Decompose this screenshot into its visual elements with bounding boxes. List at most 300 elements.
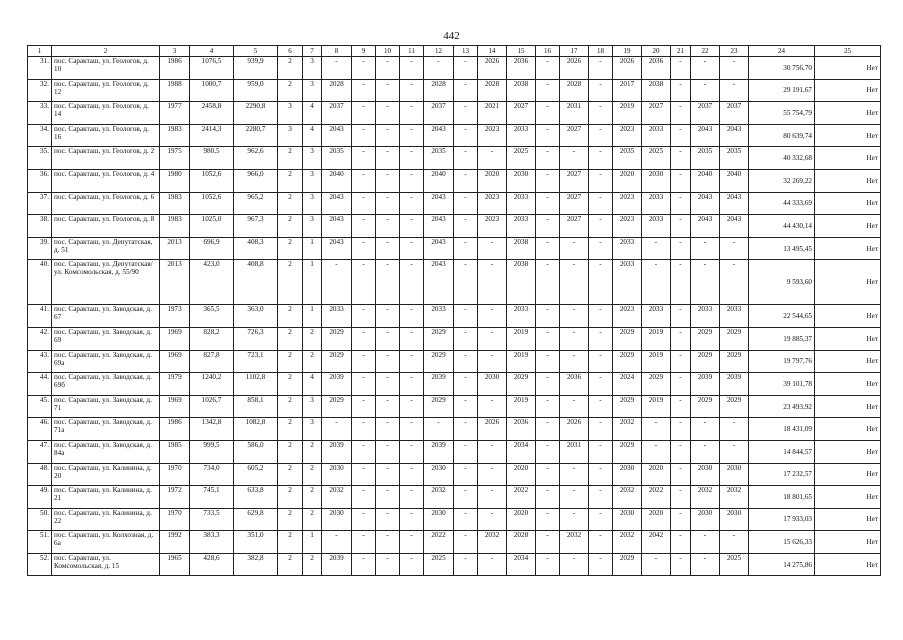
value-cell: 2 [278, 486, 303, 509]
value-cell: - [536, 486, 560, 509]
value-cell: - [536, 327, 560, 350]
value-cell: 1983 [160, 192, 190, 215]
column-header-11: 11 [400, 46, 424, 57]
value-cell: 1977 [160, 102, 190, 125]
value-cell: - [691, 440, 720, 463]
value-cell: 2030 [691, 463, 720, 486]
value-cell: - [536, 147, 560, 170]
column-header-10: 10 [376, 46, 400, 57]
value-cell: - [376, 373, 400, 396]
row-number: 40. [28, 260, 52, 305]
value-cell: 1983 [160, 215, 190, 238]
value-cell: - [352, 418, 376, 441]
value-cell: 2034 [507, 553, 536, 576]
row-number: 51. [28, 531, 52, 554]
value-cell: 2036 [507, 57, 536, 80]
value-cell: - [720, 440, 749, 463]
value-cell: 2026 [560, 57, 589, 80]
value-cell: 2039 [322, 373, 352, 396]
column-header-16: 16 [536, 46, 560, 57]
row-number: 44. [28, 373, 52, 396]
value-cell: 2028 [322, 79, 352, 102]
value-cell: 2029 [613, 440, 642, 463]
value-cell: 2043 [322, 237, 352, 260]
value-cell: 696,9 [190, 237, 234, 260]
value-cell: 2027 [560, 215, 589, 238]
value-cell: - [478, 260, 507, 305]
value-cell: 2030 [720, 508, 749, 531]
value-cell: 4 [303, 373, 322, 396]
row-number: 50. [28, 508, 52, 531]
value-cell: - [400, 102, 424, 125]
value-cell: 1 [303, 237, 322, 260]
value-cell: - [352, 531, 376, 554]
value-cell: 1082,8 [234, 418, 278, 441]
value-cell: 939,9 [234, 57, 278, 80]
value-cell: - [376, 124, 400, 147]
cost-cell: 29 191,67 [749, 79, 815, 102]
value-cell: - [400, 508, 424, 531]
value-cell: - [352, 124, 376, 147]
value-cell: - [376, 215, 400, 238]
value-cell: - [352, 147, 376, 170]
value-cell: 966,0 [234, 169, 278, 192]
table-row [28, 553, 881, 576]
value-cell: - [478, 395, 507, 418]
value-cell: 2029 [424, 395, 454, 418]
value-cell: 365,5 [190, 305, 234, 328]
cost-cell: 18 801,65 [749, 486, 815, 509]
row-number: 43. [28, 350, 52, 373]
value-cell: - [536, 350, 560, 373]
value-cell: - [400, 57, 424, 80]
column-header-5: 5 [234, 46, 278, 57]
table-row [28, 260, 881, 305]
value-cell: 2 [278, 237, 303, 260]
status-cell: Нет [815, 305, 881, 328]
value-cell: 959,0 [234, 79, 278, 102]
cost-cell: 17 933,03 [749, 508, 815, 531]
value-cell: 2032 [691, 486, 720, 509]
value-cell: 2020 [642, 508, 671, 531]
row-number: 37. [28, 192, 52, 215]
address-cell: пос. Саракташ, ул. Геологов, д. 16 [52, 124, 160, 147]
value-cell: - [352, 305, 376, 328]
value-cell: 2019 [507, 327, 536, 350]
value-cell: - [560, 260, 589, 305]
value-cell: - [352, 192, 376, 215]
address-cell: пос. Саракташ, ул. Геологов, д. 14 [52, 102, 160, 125]
value-cell: - [589, 147, 613, 170]
value-cell: 2025 [424, 553, 454, 576]
value-cell: - [376, 418, 400, 441]
value-cell: 2026 [560, 418, 589, 441]
value-cell: - [589, 327, 613, 350]
value-cell: - [691, 418, 720, 441]
value-cell: 2027 [507, 102, 536, 125]
value-cell: 2035 [613, 147, 642, 170]
value-cell: 3 [303, 147, 322, 170]
value-cell: - [671, 102, 691, 125]
value-cell: 1986 [160, 57, 190, 80]
status-cell: Нет [815, 418, 881, 441]
value-cell: 2020 [478, 169, 507, 192]
value-cell: 2039 [720, 373, 749, 396]
value-cell: 2029 [424, 327, 454, 350]
table-row [28, 237, 881, 260]
table-row [28, 395, 881, 418]
value-cell: 383,3 [190, 531, 234, 554]
value-cell: 3 [303, 395, 322, 418]
value-cell: 1052,6 [190, 169, 234, 192]
column-header-25: 25 [815, 46, 881, 57]
value-cell: - [454, 395, 478, 418]
value-cell: 4 [303, 124, 322, 147]
value-cell: 2023 [613, 192, 642, 215]
value-cell: 733,5 [190, 508, 234, 531]
value-cell: - [376, 486, 400, 509]
row-number: 34. [28, 124, 52, 147]
value-cell: - [671, 169, 691, 192]
header-row [28, 46, 881, 57]
cost-cell: 18 431,09 [749, 418, 815, 441]
value-cell: - [478, 350, 507, 373]
status-cell: Нет [815, 79, 881, 102]
value-cell: 2023 [613, 215, 642, 238]
value-cell: 2037 [322, 102, 352, 125]
value-cell: - [720, 531, 749, 554]
value-cell: 1970 [160, 508, 190, 531]
column-header-8: 8 [322, 46, 352, 57]
value-cell: - [322, 418, 352, 441]
value-cell: - [400, 169, 424, 192]
value-cell: - [400, 305, 424, 328]
value-cell: 2036 [507, 418, 536, 441]
column-header-14: 14 [478, 46, 507, 57]
housing-table [27, 45, 881, 576]
value-cell: 2027 [560, 169, 589, 192]
value-cell: - [352, 215, 376, 238]
value-cell: 2032 [478, 531, 507, 554]
value-cell: - [691, 79, 720, 102]
address-cell: пос. Саракташ, ул. Геологов, д. 8 [52, 215, 160, 238]
status-cell: Нет [815, 531, 881, 554]
table-row [28, 215, 881, 238]
value-cell: - [376, 260, 400, 305]
cost-cell: 9 593,60 [749, 260, 815, 305]
value-cell: - [352, 79, 376, 102]
cost-cell: 44 333,69 [749, 192, 815, 215]
cost-cell: 22 544,65 [749, 305, 815, 328]
column-header-19: 19 [613, 46, 642, 57]
value-cell: - [376, 147, 400, 170]
column-header-23: 23 [720, 46, 749, 57]
value-cell: 1 [303, 260, 322, 305]
table-row [28, 79, 881, 102]
value-cell: - [478, 508, 507, 531]
cost-cell: 13 495,45 [749, 237, 815, 260]
cost-cell: 30 756,70 [749, 57, 815, 80]
value-cell: - [352, 508, 376, 531]
value-cell: 2029 [613, 395, 642, 418]
value-cell: 2029 [424, 350, 454, 373]
value-cell: - [560, 395, 589, 418]
value-cell: - [352, 463, 376, 486]
status-cell: Нет [815, 373, 881, 396]
value-cell: - [400, 395, 424, 418]
value-cell: 2029 [642, 373, 671, 396]
value-cell: - [642, 260, 671, 305]
value-cell: - [376, 79, 400, 102]
value-cell: 2039 [424, 373, 454, 396]
value-cell: - [478, 305, 507, 328]
value-cell: 2027 [560, 192, 589, 215]
value-cell: 2 [278, 169, 303, 192]
column-header-21: 21 [671, 46, 691, 57]
value-cell: - [560, 350, 589, 373]
value-cell: - [400, 147, 424, 170]
row-number: 45. [28, 395, 52, 418]
value-cell: - [536, 57, 560, 80]
cost-cell: 80 639,74 [749, 124, 815, 147]
value-cell: - [720, 260, 749, 305]
value-cell: - [454, 215, 478, 238]
value-cell: - [536, 305, 560, 328]
value-cell: - [536, 373, 560, 396]
value-cell: 1000,7 [190, 79, 234, 102]
value-cell: 2033 [642, 124, 671, 147]
value-cell: 2029 [691, 395, 720, 418]
value-cell: - [376, 305, 400, 328]
value-cell: 2033 [507, 215, 536, 238]
value-cell: 2040 [424, 169, 454, 192]
value-cell: 2038 [507, 260, 536, 305]
value-cell: 1342,8 [190, 418, 234, 441]
value-cell: - [671, 508, 691, 531]
value-cell: - [400, 418, 424, 441]
value-cell: - [671, 350, 691, 373]
value-cell: 2035 [322, 147, 352, 170]
value-cell: 2043 [720, 124, 749, 147]
value-cell: - [671, 373, 691, 396]
cost-cell: 55 754,79 [749, 102, 815, 125]
value-cell: - [424, 57, 454, 80]
value-cell: 2029 [720, 327, 749, 350]
value-cell: 2 [278, 192, 303, 215]
value-cell: - [400, 373, 424, 396]
value-cell: 2029 [613, 350, 642, 373]
row-number: 32. [28, 79, 52, 102]
value-cell: - [454, 553, 478, 576]
value-cell: 2033 [507, 192, 536, 215]
value-cell: 2 [303, 327, 322, 350]
address-cell: пос. Саракташ, ул. Геологов, д. 6 [52, 192, 160, 215]
value-cell: 586,0 [234, 440, 278, 463]
value-cell: - [454, 327, 478, 350]
column-header-22: 22 [691, 46, 720, 57]
value-cell: - [720, 57, 749, 80]
value-cell: - [454, 508, 478, 531]
page-number: 442 [443, 30, 460, 42]
table-row [28, 192, 881, 215]
value-cell: - [400, 237, 424, 260]
value-cell: - [400, 531, 424, 554]
value-cell: 2023 [478, 124, 507, 147]
value-cell: - [322, 57, 352, 80]
value-cell: 2414,3 [190, 124, 234, 147]
value-cell: - [478, 486, 507, 509]
status-cell: Нет [815, 169, 881, 192]
value-cell: 2 [278, 79, 303, 102]
value-cell: - [454, 350, 478, 373]
value-cell: 2038 [507, 237, 536, 260]
address-cell: пос. Саракташ, ул. Заводская, д. 69б [52, 373, 160, 396]
table-row [28, 508, 881, 531]
address-cell: пос. Саракташ, ул. Геологов, д. 4 [52, 169, 160, 192]
column-header-6: 6 [278, 46, 303, 57]
value-cell: - [642, 237, 671, 260]
column-header-24: 24 [749, 46, 815, 57]
value-cell: - [589, 553, 613, 576]
value-cell: 2040 [322, 169, 352, 192]
value-cell: - [454, 418, 478, 441]
value-cell: 2033 [642, 305, 671, 328]
value-cell: 2 [303, 486, 322, 509]
value-cell: 723,1 [234, 350, 278, 373]
value-cell: 382,8 [234, 553, 278, 576]
value-cell: - [352, 350, 376, 373]
value-cell: 2037 [691, 102, 720, 125]
table-row [28, 373, 881, 396]
value-cell: 423,0 [190, 260, 234, 305]
value-cell: 2032 [720, 486, 749, 509]
value-cell: 2033 [720, 305, 749, 328]
value-cell: - [671, 463, 691, 486]
value-cell: 2030 [720, 463, 749, 486]
value-cell: 2033 [322, 305, 352, 328]
value-cell: - [671, 440, 691, 463]
value-cell: 2028 [507, 531, 536, 554]
value-cell: - [589, 305, 613, 328]
value-cell: 2034 [507, 440, 536, 463]
value-cell: 2030 [424, 463, 454, 486]
value-cell: - [560, 553, 589, 576]
value-cell: 2 [278, 463, 303, 486]
value-cell: - [671, 486, 691, 509]
value-cell: 2025 [507, 147, 536, 170]
value-cell: 629,8 [234, 508, 278, 531]
value-cell: 2032 [613, 486, 642, 509]
value-cell: 3 [303, 418, 322, 441]
status-cell: Нет [815, 237, 881, 260]
value-cell: - [589, 169, 613, 192]
value-cell: 999,5 [190, 440, 234, 463]
value-cell: 2019 [507, 350, 536, 373]
value-cell: - [691, 531, 720, 554]
value-cell: 2023 [478, 192, 507, 215]
value-cell: - [671, 327, 691, 350]
value-cell: - [454, 486, 478, 509]
value-cell: 2040 [720, 169, 749, 192]
value-cell: 2043 [720, 192, 749, 215]
value-cell: - [536, 237, 560, 260]
column-header-13: 13 [454, 46, 478, 57]
value-cell: - [400, 327, 424, 350]
status-cell: Нет [815, 486, 881, 509]
value-cell: 4 [303, 102, 322, 125]
table-row [28, 327, 881, 350]
column-header-20: 20 [642, 46, 671, 57]
value-cell: 2030 [507, 169, 536, 192]
column-header-4: 4 [190, 46, 234, 57]
value-cell: 2028 [478, 79, 507, 102]
status-cell: Нет [815, 395, 881, 418]
cost-cell: 14 844,57 [749, 440, 815, 463]
value-cell: 2036 [560, 373, 589, 396]
value-cell: - [560, 237, 589, 260]
value-cell: 2028 [424, 79, 454, 102]
value-cell: - [376, 169, 400, 192]
value-cell: - [322, 531, 352, 554]
value-cell: - [671, 192, 691, 215]
table-row [28, 486, 881, 509]
value-cell: 2280,7 [234, 124, 278, 147]
value-cell: 2035 [424, 147, 454, 170]
value-cell: - [536, 260, 560, 305]
value-cell: - [376, 395, 400, 418]
value-cell: 2032 [613, 418, 642, 441]
value-cell: 2030 [424, 508, 454, 531]
value-cell: - [691, 553, 720, 576]
value-cell: 2043 [424, 260, 454, 305]
value-cell: - [454, 305, 478, 328]
value-cell: 967,3 [234, 215, 278, 238]
value-cell: 2038 [507, 79, 536, 102]
value-cell: - [400, 463, 424, 486]
value-cell: 351,0 [234, 531, 278, 554]
column-header-7: 7 [303, 46, 322, 57]
value-cell: 2458,8 [190, 102, 234, 125]
status-cell: Нет [815, 124, 881, 147]
value-cell: - [691, 237, 720, 260]
table-row [28, 57, 881, 80]
value-cell: - [376, 350, 400, 373]
status-cell: Нет [815, 327, 881, 350]
value-cell: - [560, 305, 589, 328]
value-cell: 828,2 [190, 327, 234, 350]
value-cell: 2030 [613, 463, 642, 486]
status-cell: Нет [815, 350, 881, 373]
value-cell: - [642, 418, 671, 441]
column-header-17: 17 [560, 46, 589, 57]
value-cell: 2043 [691, 124, 720, 147]
value-cell: 2043 [424, 237, 454, 260]
value-cell: - [454, 147, 478, 170]
value-cell: 2029 [720, 350, 749, 373]
value-cell: 2043 [691, 192, 720, 215]
value-cell: - [400, 192, 424, 215]
cost-cell: 32 269,22 [749, 169, 815, 192]
value-cell: - [454, 373, 478, 396]
value-cell: 1 [303, 531, 322, 554]
value-cell: - [376, 463, 400, 486]
value-cell: - [536, 418, 560, 441]
value-cell: - [560, 508, 589, 531]
value-cell: 1986 [160, 418, 190, 441]
table-body [28, 57, 881, 576]
cost-cell: 39 101,78 [749, 373, 815, 396]
value-cell: - [589, 79, 613, 102]
